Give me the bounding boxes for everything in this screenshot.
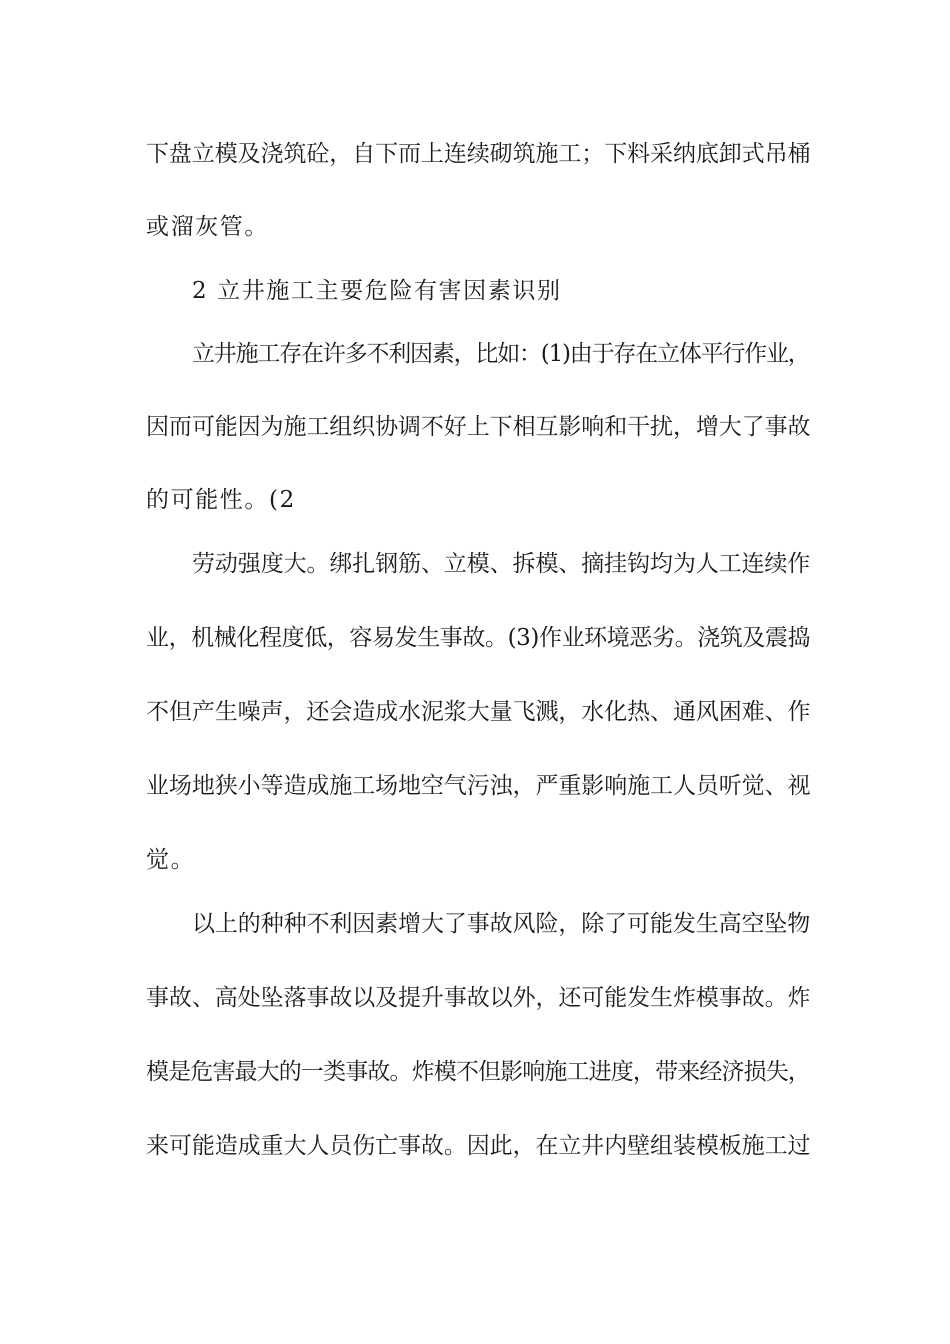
- text-line-12: 以上的种种不利因素增大了事故风险，除了可能发生高空坠物: [192, 911, 811, 937]
- section-heading: 2 立井施工主要危险有害因素识别: [192, 278, 562, 304]
- text-line-14: 模是危害最大的一类事故。炸模不但影响施工进度，带来经济损失，: [146, 1059, 811, 1085]
- text-line-5: 因而可能因为施工组织协调不好上下相互影响和干扰，增大了事故: [146, 414, 811, 440]
- text-line-9: 不但产生噪声，还会造成水泥浆大量飞溅，水化热、通风困难、作: [146, 699, 811, 725]
- text-line-2: 或溜灰管。: [146, 214, 269, 240]
- text-line-7: 劳动强度大。绑扎钢筋、立模、拆模、摘挂钩均为人工连续作: [192, 551, 811, 577]
- text-line-1: 下盘立模及浇筑砼，自下而上连续砌筑施工；下料采纳底卸式吊桶: [146, 141, 811, 167]
- text-line-15: 来可能造成重大人员伤亡事故。因此，在立井内壁组装模板施工过: [146, 1133, 811, 1159]
- text-line-4: 立井施工存在许多不利因素，比如：(1)由于存在立体平行作业，: [192, 341, 810, 367]
- text-line-10: 业场地狭小等造成施工场地空气污浊，严重影响施工人员听觉、视: [146, 773, 811, 799]
- text-line-13: 事故、高处坠落事故以及提升事故以外，还可能发生炸模事故。炸: [146, 985, 811, 1011]
- text-line-6: 的可能性。(2: [146, 487, 296, 513]
- text-line-8: 业，机械化程度低，容易发生事故。(3)作业环境恶劣。浇筑及震捣: [146, 625, 811, 651]
- text-line-11: 觉。: [146, 847, 196, 873]
